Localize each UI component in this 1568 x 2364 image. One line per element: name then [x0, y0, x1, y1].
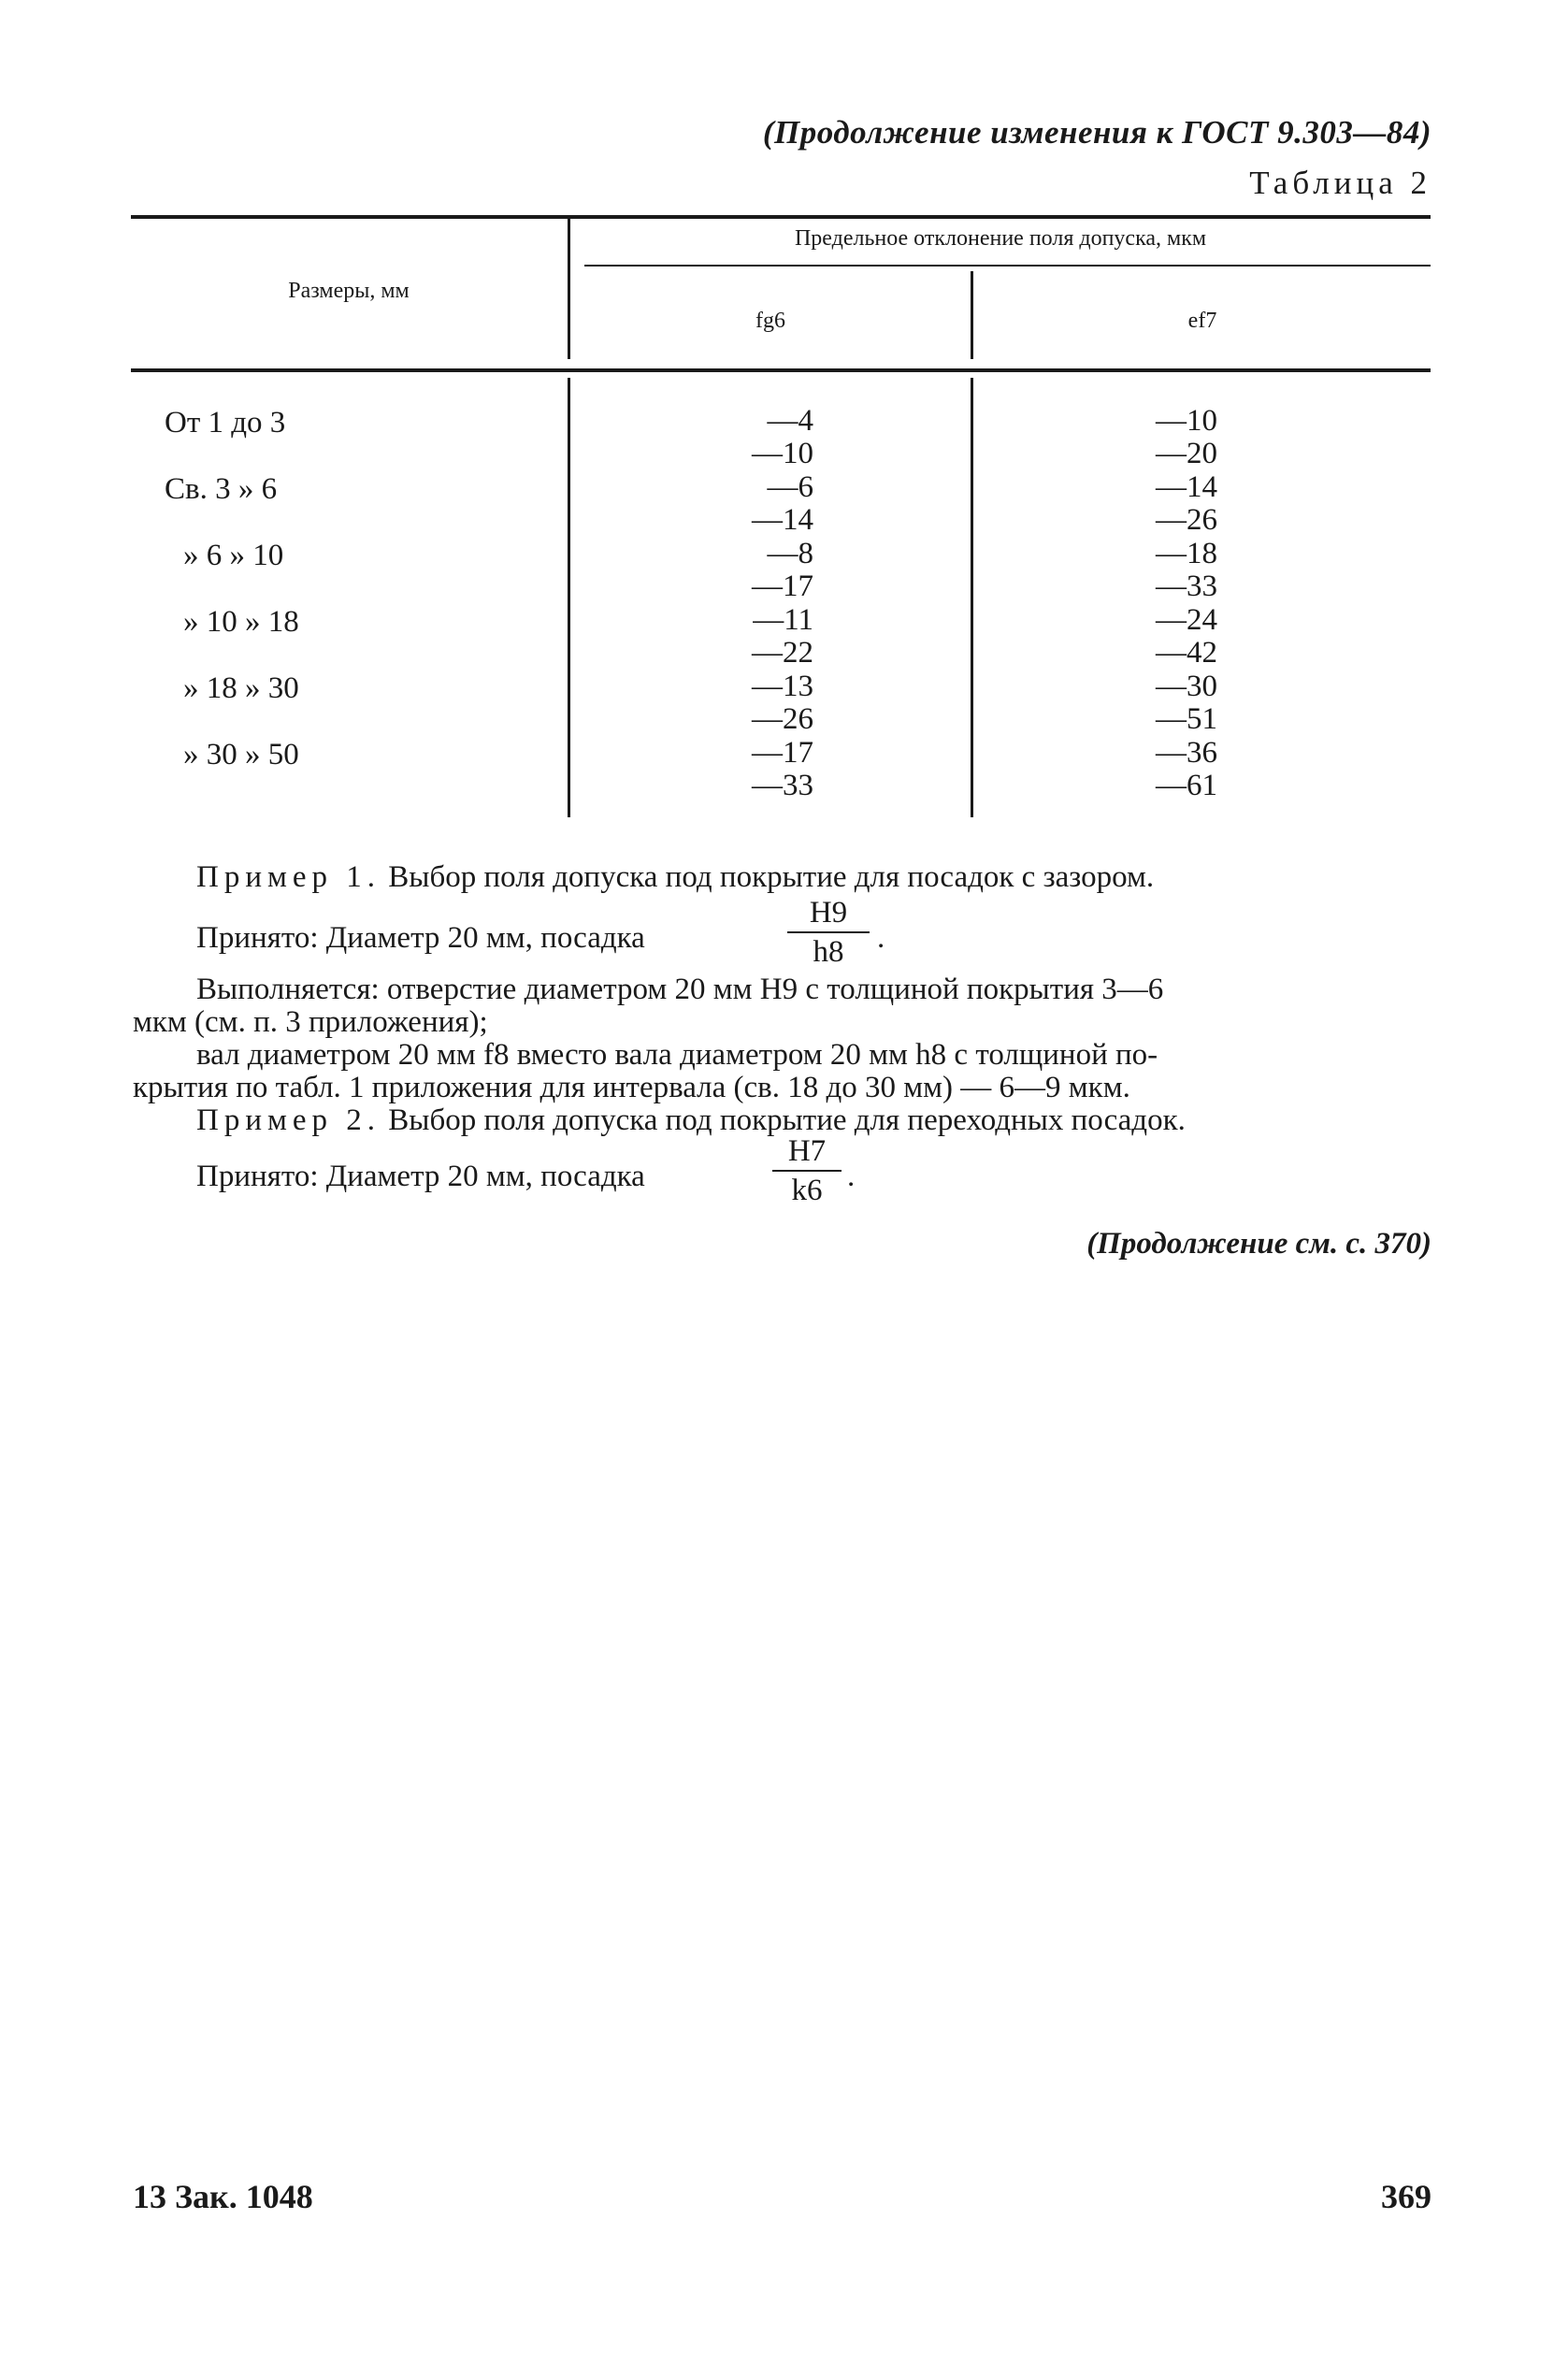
table-header-bottom-rule [131, 368, 1431, 372]
fg6-value: —4 [767, 404, 813, 438]
fg6-value: —6 [767, 470, 813, 504]
ef7-value: —42 [1156, 636, 1217, 670]
table-top-rule [131, 215, 1431, 219]
ef7-value: —30 [1156, 670, 1217, 703]
page-number: 369 [1381, 2178, 1431, 2215]
ef7-value: —18 [1156, 537, 1217, 570]
fg6-value: —33 [752, 769, 813, 802]
ef7-value: —26 [1156, 503, 1217, 537]
example2-fit-fraction [772, 1134, 842, 1207]
fg6-value: —22 [752, 636, 813, 670]
example2-accepted: Принято: Диаметр 20 мм, посадка [196, 1160, 645, 1193]
example2-label: Пример 2. [196, 1103, 381, 1137]
example1-text: Выбор поля допуска под покрытие для посадок с зазором. [388, 860, 1155, 894]
ef7-value: —36 [1156, 736, 1217, 770]
ef7-value: —24 [1156, 603, 1217, 637]
row-size-label: Св. 3 » 6 [165, 472, 278, 506]
row-size-label: От 1 до 3 [165, 406, 286, 440]
row-size-label: » 18 » 30 [183, 671, 299, 705]
example1-fraction-period: . [877, 921, 885, 955]
ef7-value: —61 [1156, 769, 1217, 802]
continuation-note: (Продолжение см. с. 370) [1086, 1227, 1431, 1261]
row-size-label: » 6 » 10 [183, 539, 284, 572]
ef7-value: —51 [1156, 702, 1217, 736]
example2-fraction-period: . [847, 1160, 856, 1193]
ef7-value: —20 [1156, 437, 1217, 470]
table-divider-fg6 [971, 271, 973, 359]
deviation-group-header: Предельное отклонение поля допуска, мкм [794, 226, 1207, 251]
table-label: Таблица 2 [1249, 165, 1431, 201]
example1-fraction-numerator: H9 [809, 896, 848, 930]
body-divider-sizes [568, 378, 570, 817]
fg6-value: —8 [767, 537, 813, 570]
fg6-value: —13 [752, 670, 813, 703]
example1-fraction-denominator: h8 [813, 935, 844, 969]
fg6-value: —26 [752, 702, 813, 736]
ef7-column-header: ef7 [1187, 309, 1217, 333]
example1-label: Пример 1. [196, 860, 381, 894]
example1-fit-fraction [787, 896, 870, 969]
example2-fraction-bar [772, 1170, 842, 1172]
example1-line3: Выполняется: отверстие диаметром 20 мм H9 с толщиной покрытия 3—6 [196, 973, 1164, 1006]
fg6-value: —11 [753, 603, 813, 637]
example2-fraction-denominator: k6 [791, 1174, 823, 1207]
fg6-column-header: fg6 [755, 309, 785, 333]
sizes-column-header: Размеры, мм [288, 279, 410, 303]
example1-line5: вал диаметром 20 мм f8 вместо вала диаметром 20 мм h8 с толщиной по- [196, 1038, 1158, 1072]
example1-line6: крытия по табл. 1 приложения для интервала (св. 18 до 30 мм) — 6—9 мкм. [133, 1071, 1130, 1104]
ef7-value: —10 [1156, 404, 1217, 438]
example1-heading-line [196, 860, 1154, 895]
group-header-rule [584, 265, 1431, 267]
example2-fraction-numerator: H7 [787, 1134, 827, 1168]
ef7-value: —14 [1156, 470, 1217, 504]
order-number: 13 Зак. 1048 [133, 2178, 313, 2215]
body-divider-fg6 [971, 378, 973, 817]
fg6-value: —17 [752, 736, 813, 770]
ef7-value: —33 [1156, 569, 1217, 603]
example1-fraction-bar [787, 931, 870, 933]
fg6-value: —17 [752, 569, 813, 603]
row-size-label: » 10 » 18 [183, 605, 299, 639]
example2-heading-line [196, 1103, 1186, 1138]
row-size-label: » 30 » 50 [183, 738, 299, 771]
example1-accepted: Принято: Диаметр 20 мм, посадка [196, 921, 645, 955]
fg6-value: —10 [752, 437, 813, 470]
fg6-value: —14 [752, 503, 813, 537]
continuation-header: (Продолжение изменения к ГОСТ 9.303—84) [762, 114, 1431, 151]
example2-text: Выбор поля допуска под покрытие для переходных посадок. [388, 1103, 1186, 1137]
example1-line4: мкм (см. п. 3 приложения); [133, 1005, 488, 1039]
